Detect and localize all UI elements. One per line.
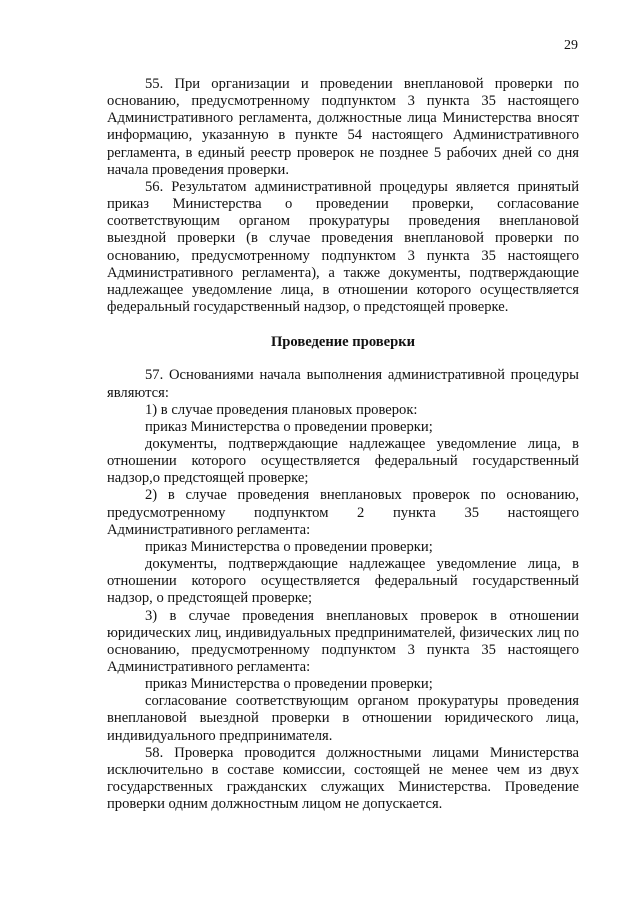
- list-item-2-documents: документы, подтверждающие надлежащее уведомление лица, в отношении которого осуществляется федеральный государственный надзор, о предстоящей проверке;: [107, 556, 579, 607]
- list-item-2-order: приказ Министерства о проведении проверки;: [145, 538, 433, 555]
- section-heading: Проведение проверки: [270, 334, 416, 351]
- list-item-3: 3) в случае проведения внеплановых проверок в отношении юридических лиц, индивидуальных предпринимателей, физических лиц по основанию, предусмотренному подпунктом 3 пункта 35 настоящего Административного регламента:: [107, 607, 579, 675]
- list-item-3-order: приказ Министерства о проведении проверки;: [145, 676, 433, 693]
- list-item-3-approval: согласование соответствующим органом прокуратуры проведения внеплановой выездной проверки в отношении юридического лица, индивидуального предпринимателя.: [107, 693, 579, 744]
- list-item-1-order: приказ Министерства о проведении проверки;: [145, 418, 433, 435]
- document-body: [107, 76, 579, 813]
- paragraph-56: 56. Результатом административной процедуры является принятый приказ Министерства о проведении проверки, согласование соответствующим органом прокуратуры проведения внеплановой выездной проверки (в случае проведения внеплановой проверки по основанию, предусмотренному подпунктом 3 пункта 35 настоящего Административного регламента), а также документы, подтверждающие надлежащее уведомление лица, в отношении которого осуществляется федеральный государственный надзор, о предстоящей проверке.: [107, 178, 579, 316]
- list-item-1: 1) в случае проведения плановых проверок:: [145, 401, 418, 418]
- list-item-1-documents: документы, подтверждающие надлежащее уведомление лица, в отношении которого осуществляется федеральный государственный надзор,о предстоящей проверке;: [107, 435, 579, 487]
- paragraph-58: 58. Проверка проводится должностными лицами Министерства исключительно в составе комиссии, состоящей не менее чем из двух государственных гражданских служащих Министерства. Проведение проверки одним должностным лицом не допускается.: [107, 744, 579, 813]
- list-item-2: 2) в случае проведения внеплановых проверок по основанию, предусмотренному подпунктом 2 пункта 35 настоящего Административного регламента:: [107, 487, 579, 538]
- page-number: 29: [564, 38, 578, 53]
- paragraph-55: 55. При организации и проведении внеплановой проверки по основанию, предусмотренному подпунктом 3 пункта 35 настоящего Административного регламента, должностные лица Министерства вносят информацию, указанную в пункте 54 настоящего Административного регламента, в единый реестр проверок не позднее 5 рабочих дней со дня начала проведения проверки.: [107, 76, 579, 178]
- paragraph-57: 57. Основаниями начала выполнения административной процедуры являются:: [107, 367, 579, 401]
